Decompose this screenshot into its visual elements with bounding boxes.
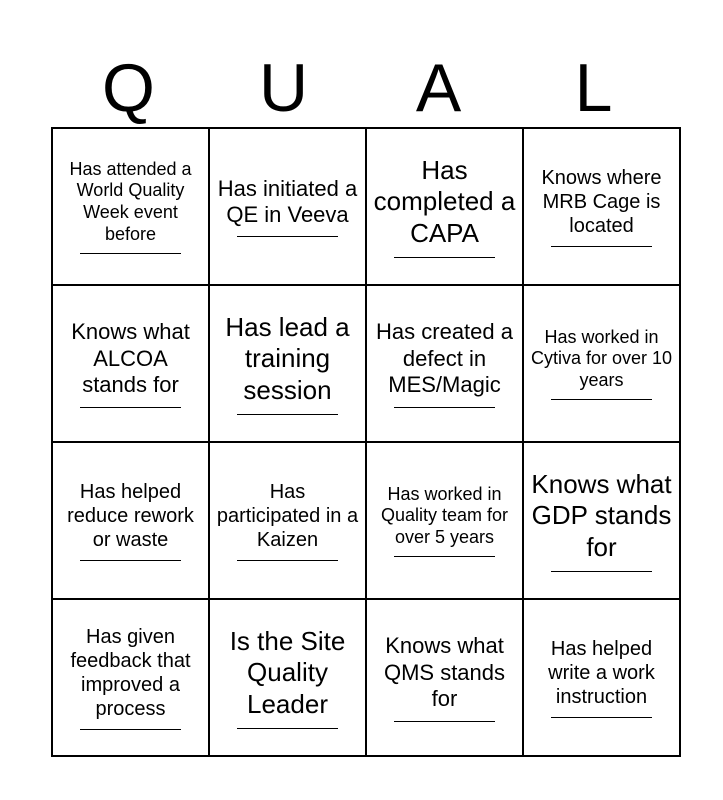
bingo-cell[interactable]	[366, 599, 523, 756]
header-letter-u: U	[258, 50, 309, 126]
cell-text: Knows where MRB Cage is located	[541, 167, 662, 237]
bingo-cell[interactable]	[523, 599, 680, 756]
cell-text: Knows what ALCOA stands for	[71, 319, 190, 398]
bingo-cell[interactable]	[523, 128, 680, 285]
bingo-cell[interactable]	[209, 599, 366, 756]
signature-line	[394, 721, 494, 722]
cell-text: Has worked in Quality team for over 5 years	[380, 483, 509, 547]
bingo-cell[interactable]	[366, 128, 523, 285]
cell-text: Has attended a World Quality Week event before	[69, 158, 192, 244]
bingo-cell[interactable]	[52, 285, 209, 442]
cell-text: Has created a defect in MES/Magic	[376, 319, 513, 398]
signature-line	[80, 729, 180, 730]
bingo-cell[interactable]	[523, 285, 680, 442]
bingo-cell[interactable]	[523, 442, 680, 599]
cell-text: Has worked in Cytiva for over 10 years	[530, 326, 673, 390]
signature-line	[551, 246, 651, 247]
cell-text: Has completed a CAPA	[373, 155, 516, 248]
bingo-header	[51, 48, 671, 128]
bingo-grid	[51, 127, 681, 757]
bingo-cell[interactable]	[52, 442, 209, 599]
cell-text: Has participated in a Kaizen	[216, 481, 359, 551]
signature-line	[80, 253, 180, 254]
bingo-cell[interactable]	[209, 128, 366, 285]
header-letter-l: L	[574, 50, 613, 126]
signature-line	[394, 257, 494, 258]
bingo-cell[interactable]	[52, 599, 209, 756]
cell-text: Is the Site Quality Leader	[229, 626, 346, 719]
bingo-cell[interactable]	[209, 285, 366, 442]
signature-line	[551, 717, 651, 718]
signature-line	[237, 560, 337, 561]
cell-text: Has given feedback that improved a process	[70, 626, 191, 720]
header-letter-q: Q	[102, 50, 155, 126]
cell-text: Has lead a training session	[225, 312, 350, 405]
signature-line	[394, 556, 494, 557]
signature-line	[394, 407, 494, 408]
bingo-cell[interactable]	[366, 442, 523, 599]
signature-line	[237, 728, 337, 729]
cell-text: Has initiated a QE in Veeva	[217, 175, 358, 227]
cell-text: Knows what QMS stands for	[383, 633, 506, 712]
bingo-cell[interactable]	[209, 442, 366, 599]
cell-text: Has helped reduce rework or waste	[67, 481, 194, 551]
signature-line	[551, 571, 651, 572]
cell-text: Knows what GDP stands for	[531, 469, 672, 562]
bingo-cell[interactable]	[52, 128, 209, 285]
signature-line	[80, 407, 180, 408]
signature-line	[80, 560, 180, 561]
signature-line	[237, 236, 337, 237]
header-letter-a: A	[415, 50, 462, 126]
bingo-cell[interactable]	[366, 285, 523, 442]
signature-line	[237, 414, 337, 415]
signature-line	[551, 399, 651, 400]
cell-text: Has helped write a work instruction	[548, 638, 655, 708]
